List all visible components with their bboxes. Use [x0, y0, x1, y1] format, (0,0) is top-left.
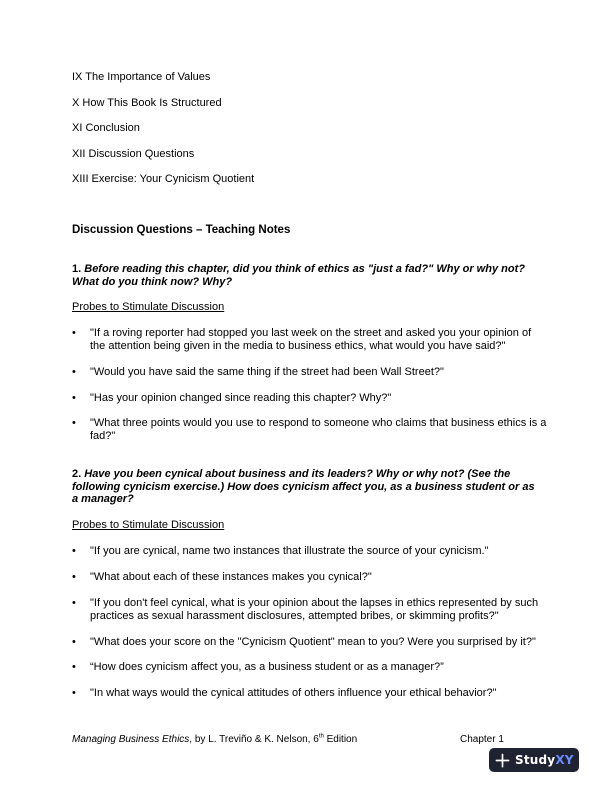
list-item: [72, 661, 547, 674]
probe-text: "If you don't feel cynical, what is your opinion about the lapses in ethics represented by such practices as sexual harassment disclosures, attempted bribes, or skimming profits?": [90, 597, 539, 622]
footer-edition-sup: th: [318, 733, 324, 740]
probe-text: “How does cynicism affect you, as a business student or as a manager?”: [90, 661, 444, 673]
list-item: [72, 366, 547, 379]
question-text: Have you been cynical about business and its leaders? Why or why not? (See the following cynicism exercise.) How does cynicism affect you, as a business student or as a manager?: [72, 468, 535, 505]
studyxy-badge[interactable]: [489, 748, 579, 772]
toc-item: XII Discussion Questions: [72, 148, 195, 160]
probe-text: "In what ways would the cynical attitudes of others influence your ethical behavior?": [90, 687, 497, 699]
studyxy-logo-text: [515, 753, 574, 767]
list-item: [72, 571, 547, 584]
list-item: [72, 636, 547, 649]
footer-edition: Edition: [323, 734, 358, 745]
bullet-icon: •: [72, 636, 76, 648]
bullet-icon: •: [72, 392, 76, 404]
toc-item: XIII Exercise: Your Cynicism Quotient: [72, 173, 255, 185]
probe-text: "What does your score on the "Cynicism Quotient" mean to you? Were you surprised by it?": [90, 636, 536, 648]
list-item: [72, 597, 547, 622]
bullet-icon: •: [72, 545, 76, 557]
list-item: [72, 417, 547, 442]
probe-text: "If you are cynical, name two instances that illustrate the source of your cynicism.": [90, 545, 489, 557]
page-footer: [72, 734, 357, 746]
list-item: [72, 687, 547, 700]
probe-text: "What three points would you use to respond to someone who claims that business ethics is a fad?": [90, 417, 547, 442]
toc-item: IX The Importance of Values: [72, 71, 211, 83]
probe-text: "What about each of these instances makes you cynical?": [90, 571, 372, 583]
probe-text: "If a roving reporter had stopped you last week on the street and asked you your opinion of the attention being given in the media to business ethics, what would you have said?": [90, 327, 532, 352]
studyxy-accent: XY: [555, 753, 574, 767]
question-text: Before reading this chapter, did you think of ethics as "just a fad?" Why or why not? What do you think now? Why?: [72, 263, 525, 288]
bullet-icon: •: [72, 366, 76, 378]
probes-label: Probes to Stimulate Discussion: [72, 519, 225, 531]
probe-text: "Has your opinion changed since reading this chapter? Why?": [90, 392, 392, 404]
toc-item: X How This Book Is Structured: [72, 97, 222, 109]
bullet-icon: •: [72, 327, 76, 339]
book-title: Managing Business Ethics: [72, 734, 190, 745]
bullet-icon: •: [72, 571, 76, 583]
chapter-label: Chapter 1: [460, 734, 504, 745]
footer-authors: , by L. Treviño & K. Nelson, 6: [189, 734, 319, 745]
list-item: [72, 327, 547, 352]
probe-text: "Would you have said the same thing if the street had been Wall Street?": [90, 366, 444, 378]
bullet-icon: •: [72, 417, 76, 429]
list-item: [72, 392, 547, 405]
bullet-icon: •: [72, 597, 76, 609]
section-heading: Discussion Questions – Teaching Notes: [72, 224, 291, 236]
toc-item: XI Conclusion: [72, 122, 140, 134]
plus-icon: [495, 753, 510, 768]
question-1: [72, 263, 542, 288]
probes-label: Probes to Stimulate Discussion: [72, 301, 225, 313]
question-number: 2.: [72, 468, 82, 480]
question-2: [72, 468, 542, 506]
list-item: [72, 545, 547, 558]
bullet-icon: •: [72, 687, 76, 699]
bullet-icon: •: [72, 661, 76, 673]
studyxy-main: Study: [515, 753, 556, 767]
question-number: 1.: [72, 263, 82, 275]
